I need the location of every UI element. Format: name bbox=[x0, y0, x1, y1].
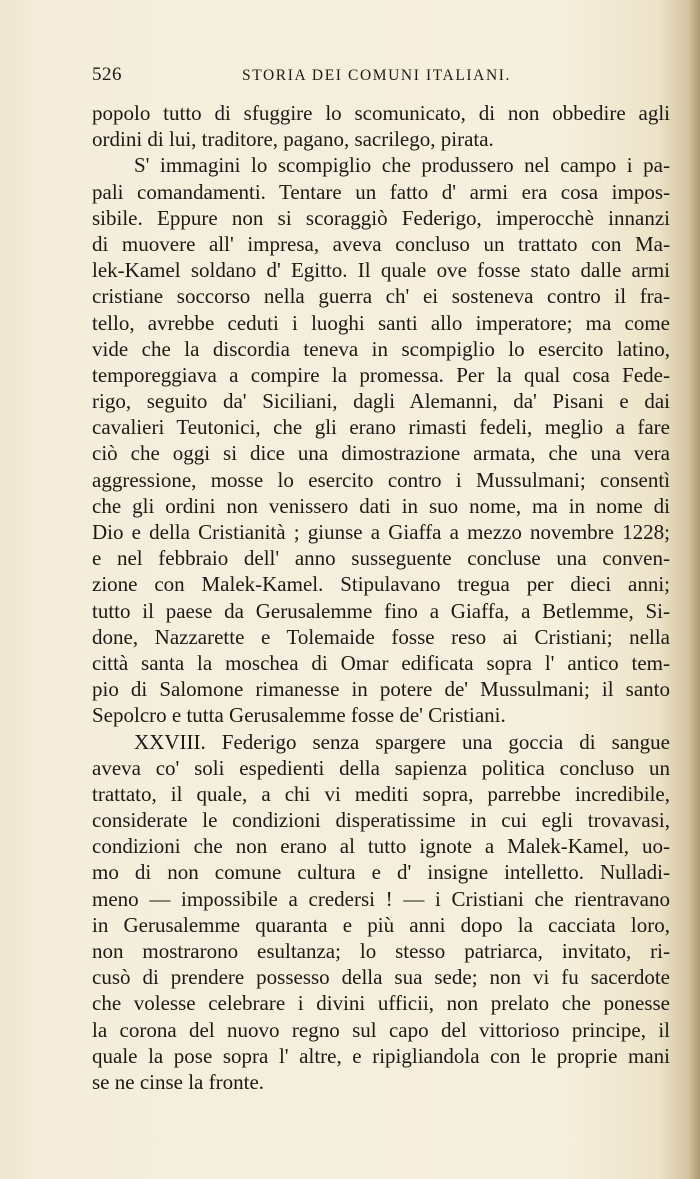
text-line: città santa la moschea di Omar edificata sopra l' antico tem- bbox=[92, 650, 670, 675]
text-line: considerate le condizioni disperatissime in cui egli trovavasi, bbox=[92, 808, 670, 833]
page-number: 526 bbox=[92, 64, 122, 85]
text-line: quale la pose sopra l' altre, e ripigliandola con le proprie mani bbox=[92, 1043, 670, 1068]
text-line: cristiane soccorso nella guerra ch' ei sosteneva contro il fra- bbox=[92, 284, 670, 309]
text-line: ciò che oggi si dice una dimostrazione armata, che una vera bbox=[92, 441, 670, 466]
text-line: e nel febbraio dell' anno susseguente concluse una conven- bbox=[92, 546, 670, 571]
text-line: condizioni che non erano al tutto ignote a Malek-Kamel, uo- bbox=[92, 834, 670, 859]
text-line: sibile. Eppure non si scoraggiò Federigo, imperocchè innanzi bbox=[92, 205, 670, 230]
text-line: mo di non comune cultura e d' insigne intelletto. Nulladi- bbox=[92, 860, 670, 885]
page-header bbox=[92, 64, 670, 94]
text-line: meno — impossibile a credersi ! — i Cristiani che rientravano bbox=[92, 886, 670, 911]
text-line: tutto il paese da Gerusalemme fino a Giaffa, a Betlemme, Si- bbox=[92, 598, 670, 623]
text-line: ordini di lui, traditore, pagano, sacrilego, pirata. bbox=[92, 127, 494, 152]
text-line: lek-Kamel soldano d' Egitto. Il quale ove fosse stato dalle armi bbox=[92, 258, 670, 283]
text-line: zione con Malek-Kamel. Stipulavano tregua per dieci anni; bbox=[92, 572, 670, 597]
text-line: rigo, seguito da' Siciliani, dagli Alemanni, da' Pisani e dai bbox=[92, 389, 670, 414]
running-title: STORIA DEI COMUNI ITALIANI. bbox=[242, 67, 511, 84]
text-line: tello, avrebbe ceduti i luoghi santi allo imperatore; ma come bbox=[92, 310, 670, 335]
text-line: aveva co' soli espedienti della sapienza politica concluso un bbox=[92, 755, 670, 780]
text-line: di muovere all' impresa, aveva concluso un trattato con Ma- bbox=[92, 231, 670, 256]
text-line: cavalieri Teutonici, che gli erano rimasti fedeli, meglio a fare bbox=[92, 415, 670, 440]
text-line: temporeggiava a compire la promessa. Per la qual cosa Fede- bbox=[92, 362, 670, 387]
text-line: popolo tutto di sfuggire lo scomunicato, di non obbedire agli bbox=[92, 101, 670, 125]
text-line: Sepolcro e tutta Gerusalemme fosse de' Cristiani. bbox=[92, 703, 506, 728]
text-line: in Gerusalemme quaranta e più anni dopo la cacciata loro, bbox=[92, 912, 670, 937]
body-text bbox=[92, 100, 670, 1095]
text-line: pio di Salomone rimanesse in potere de' Mussulmani; il santo bbox=[92, 677, 670, 702]
text-line: se ne cinse la fronte. bbox=[92, 1069, 265, 1094]
text-line: aggressione, mosse lo esercito contro i Mussulmani; consentì bbox=[92, 467, 670, 492]
text-line: Dio e della Cristianità ; giunse a Giaffa a mezzo novembre 1228; bbox=[92, 520, 670, 544]
text-line: non mostrarono esultanza; lo stesso patriarca, invitato, ri- bbox=[92, 939, 670, 963]
text-line: trattato, il quale, a chi vi mediti sopra, parrebbe incredibile, bbox=[92, 781, 670, 806]
spine-shadow bbox=[688, 0, 700, 1179]
text-line: che volesse celebrare i divini ufficii, non prelato che ponesse bbox=[92, 991, 670, 1016]
text-line: pali comandamenti. Tentare un fatto d' armi era cosa impos- bbox=[92, 179, 670, 204]
text-line: done, Nazzarette e Tolemaide fosse reso ai Cristiani; nella bbox=[92, 624, 670, 649]
text-line: cusò di prendere possesso della sua sede; non vi fu sacerdote bbox=[92, 965, 670, 990]
section-start-line: XXVIII. Federigo senza spargere una goccia di sangue bbox=[134, 729, 670, 754]
text-line: vide che la discordia teneva in scompiglio lo esercito latino, bbox=[92, 336, 670, 361]
text-line: la corona del nuovo regno sul capo del vittorioso principe, il bbox=[92, 1017, 670, 1042]
text-line: che gli ordini non venissero dati in suo nome, ma in nome di bbox=[92, 493, 670, 518]
paragraph-start-line: S' immagini lo scompiglio che produssero nel campo i pa- bbox=[134, 153, 670, 178]
